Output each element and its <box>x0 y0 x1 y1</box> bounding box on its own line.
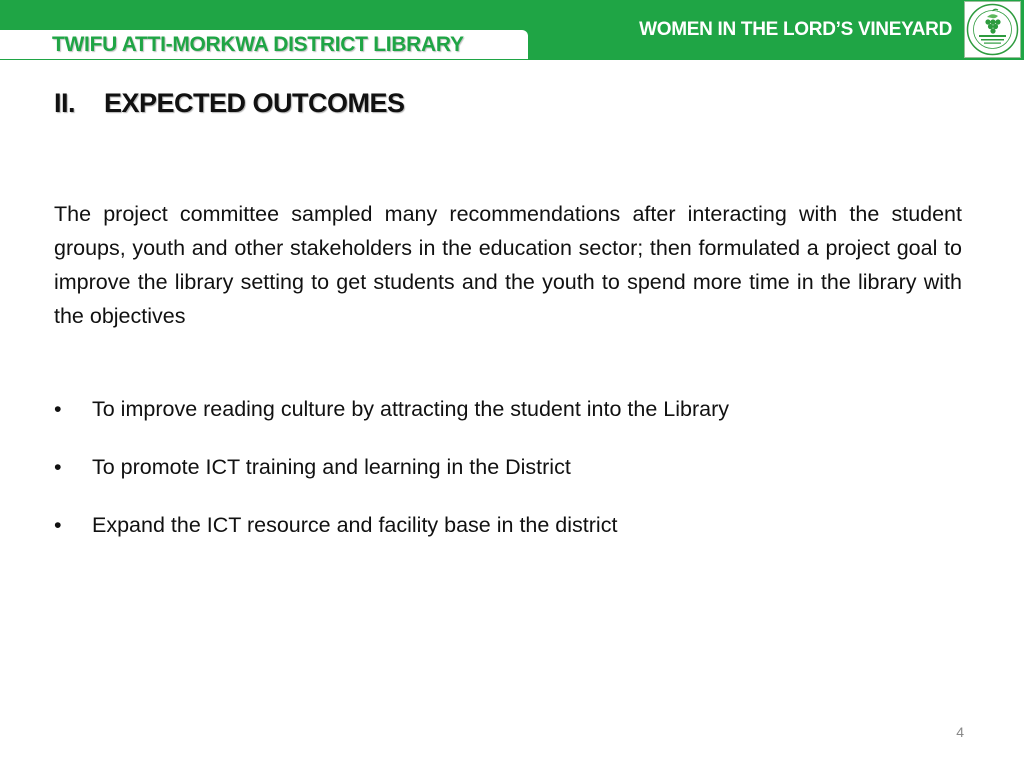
bullet-icon: • <box>54 455 62 479</box>
organization-title: WOMEN IN THE LORD’S VINEYARD <box>639 19 952 40</box>
objective-text: To promote ICT training and learning in the District <box>92 455 571 479</box>
objective-text: Expand the ICT resource and facility base in the district <box>92 513 618 537</box>
objective-item <box>54 508 962 542</box>
objective-item <box>54 392 962 426</box>
section-title: EXPECTED OUTCOMES <box>104 88 405 118</box>
objective-item <box>54 450 962 484</box>
section-heading <box>54 88 405 119</box>
objective-text: To improve reading culture by attracting the student into the Library <box>92 397 729 421</box>
bullet-icon: • <box>54 397 62 421</box>
objectives-list <box>54 392 962 566</box>
library-title: TWIFU ATTI-MORKWA DISTRICT LIBRARY <box>52 33 464 56</box>
page-number: 4 <box>956 724 964 740</box>
intro-paragraph: The project committee sampled many recommendations after interacting with the student groups, youth and other stakeholders in the education sector; then formulated a project goal to improve the library setting to get students and the youth to spend more time in the library with the objectives <box>54 202 962 328</box>
section-number: II. <box>54 88 76 118</box>
vineyard-logo <box>964 1 1021 58</box>
bullet-icon: • <box>54 513 62 537</box>
vineyard-grapes-logo-icon <box>965 2 1020 57</box>
